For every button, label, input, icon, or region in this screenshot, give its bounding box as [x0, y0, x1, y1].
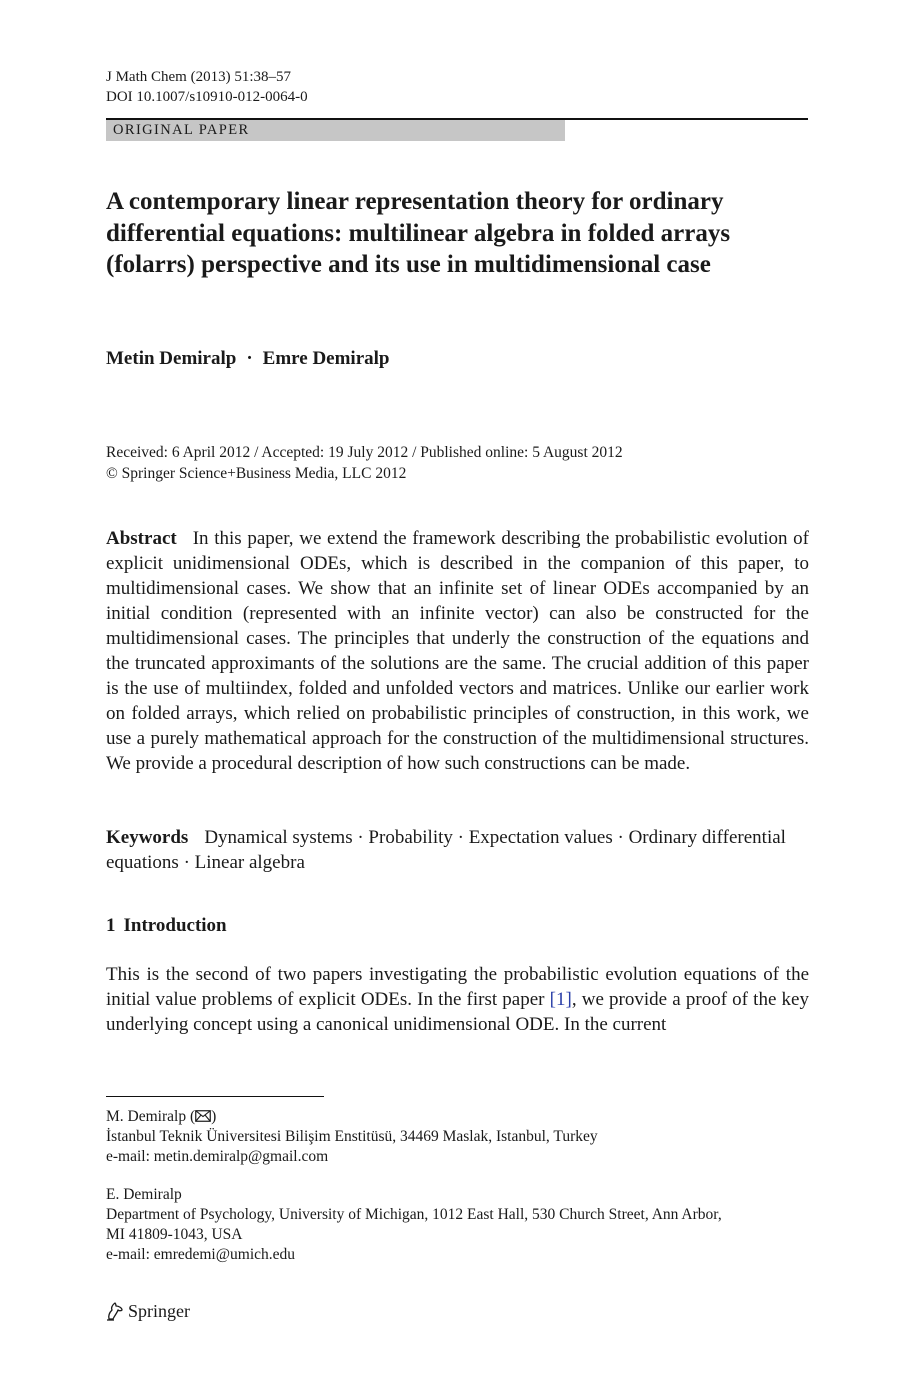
springer-horse-logo-icon: [106, 1301, 124, 1321]
keywords-label: Keywords: [106, 827, 189, 848]
paper-title: A contemporary linear representation theory for ordinary differential equations: multilinear algebra in folded arrays (folarrs) perspective and its use in multidimensional case: [106, 188, 731, 278]
abstract: [106, 526, 809, 776]
author-name[interactable]: Metin Demiralp: [106, 348, 237, 369]
author-separator: ·: [246, 348, 253, 369]
journal-citation: [106, 67, 308, 107]
author-name[interactable]: Emre Demiralp: [262, 348, 390, 369]
article-type-label: ORIGINAL PAPER: [113, 122, 250, 138]
intro-paragraph: [106, 962, 809, 1037]
footnote-rule: [106, 1096, 324, 1097]
affiliation-block: [106, 1185, 809, 1265]
affiliation-name-text: M. Demiralp (: [106, 1108, 196, 1125]
publication-history: [106, 442, 623, 484]
envelope-icon[interactable]: [195, 1110, 211, 1122]
affiliation-block: [106, 1107, 809, 1167]
author-list: [106, 347, 389, 371]
affiliation-name: [106, 1107, 809, 1127]
intro-text: , we provide a proof of the key underlying concept using a canonical unidimensional ODE. In the current: [106, 989, 809, 1035]
keywords-text: Dynamical systems · Probability · Expectation values · Ordinary differential equations · Linear algebra: [106, 827, 786, 873]
affiliation-address: MI 41809-1043, USA: [106, 1226, 243, 1243]
doi-line: DOI 10.1007/s10910-012-0064-0: [106, 89, 308, 105]
publisher-mark: [106, 1299, 190, 1323]
abstract-text: In this paper, we extend the framework describing the probabilistic evolution of explicit unidimensional ODEs, which is described in the companion of this paper, to multidimensional cases. We show that an infinite set of linear ODEs accompanied by an initial condition (represented with an infinite vector) can also be constructed for the multidimensional cases. The principles that underly the construction of the equations and the truncated approximants of the solutions are the same. The crucial addition of this paper is the use of multiindex, folded and unfolded vectors and matrices. Unlike our earlier work on folded arrays, which relied on probabilistic principles of construction, in this work, we use a purely mathematical approach for the construction of the multidimensional structures. We provide a procedural description of how such constructions can be made.: [106, 528, 809, 774]
dates-line: Received: 6 April 2012 / Accepted: 19 July 2012 / Published online: 5 August 2012: [106, 444, 623, 461]
intro-text: This is the second of two papers investigating the probabilistic evolution equations of the initial value problems of explicit ODEs. In the first paper: [106, 964, 809, 1010]
affiliation-name-text: ): [211, 1108, 217, 1125]
journal-line: J Math Chem (2013) 51:38–57: [106, 69, 291, 85]
affiliation-address: İstanbul Teknik Üniversitesi Bilişim Enstitüsü, 34469 Maslak, Istanbul, Turkey: [106, 1128, 598, 1145]
affiliation-address: Department of Psychology, University of Michigan, 1012 East Hall, 530 Church Street, Ann Arbor,: [106, 1206, 722, 1223]
section-number: 1: [106, 915, 116, 936]
affiliation-name: E. Demiralp: [106, 1186, 182, 1203]
keywords: [106, 825, 809, 875]
affiliation-email[interactable]: e-mail: emredemi@umich.edu: [106, 1246, 296, 1263]
copyright-line: © Springer Science+Business Media, LLC 2012: [106, 465, 407, 482]
citation-link[interactable]: [1]: [549, 989, 572, 1010]
section-title: Introduction: [123, 915, 227, 936]
abstract-label: Abstract: [106, 528, 177, 549]
publisher-name: Springer: [128, 1301, 190, 1321]
section-heading: [106, 913, 227, 938]
affiliation-email[interactable]: e-mail: metin.demiralp@gmail.com: [106, 1148, 329, 1165]
